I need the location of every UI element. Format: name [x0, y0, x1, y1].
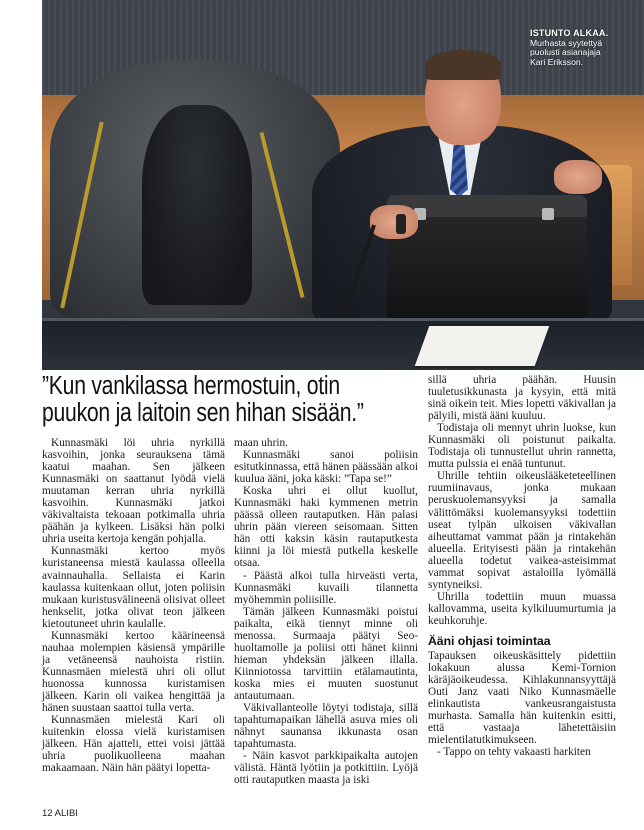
headline-line: ”Kun vankilassa hermostuin, otin [42, 372, 340, 400]
headline-line: puukon ja laitoin sen hihan sisään.” [42, 399, 364, 427]
defendant-face-covered [142, 105, 252, 305]
paragraph: sillä uhria päähän. Huusin tuuletusikkunasta ja kysyin, että mitä sinä oikein teit. Mies lopetti väkivallan ja pälyili, mistä ääni kuuluu. [428, 374, 616, 423]
caption-line: Kari Eriksson. [530, 56, 584, 67]
caption-line: puolusti asianajaja [530, 47, 601, 58]
paragraph: - Päästä alkoi tulla hirveästi verta, Kunnasmäki kuvaili tilannetta myöhemmin poliisille. [234, 569, 418, 606]
paragraph: Kunnasmäki löi uhria nyrkillä kasvoihin, jonka seurauksena tämä kaatui maahan. Sen jälkeen Kunnasmäki on saattanut lyödä vielä muutaman kerran uhria nyrkillä kasvoihin. Kunnasmäki jatkoi väkivaltaista tekoaan potkimalla uhria päähän ja kylkeen. Lisäksi hän polki uhria useita kertoja kengän pohjalla. [42, 437, 225, 546]
paragraph: Tämän jälkeen Kunnasmäki poistui paikalta, eikä tiennyt minne oli menossa. Surmaaja päätyi Seo-huoltamolle ja poliisi otti hänet kiinni hieman yhdeksän jälkeen illalla. Kiinniotossa tarvittiin etälamautinta, koska mies ei muuten suostunut antautumaan. [234, 605, 418, 702]
desk-edge [42, 318, 644, 321]
page-folio: 12 ALIBI [42, 808, 78, 819]
courtroom-photo [42, 0, 644, 370]
caption-line: Murhasta syytettyä [530, 37, 603, 48]
paragraph: Kunnasmäki sanoi poliisin esitutkinnassa, että hänen päässään alkoi kuulua ääni, joka käski: ”Tapa se!” [234, 449, 418, 486]
paper-sheet [415, 326, 550, 366]
article-column-1 [42, 437, 225, 774]
paragraph: Kunnasmäki kertoo myös kuristaneensa miestä kaulassa olleella avainnauhalla. Sellaista ei Karin kaulassa kuitenkaan ollut, joten poliisin mukaan kuristusvälineenä olisivat olleet henkselit, jotka olivat teon jälkeen kietoutuneet uhrin kaulalle. [42, 545, 225, 630]
paragraph: Kunnasmäki kertoo käärineensä nauhaa molempien käsiensä ympärille ja vetäneensä nauhoista ristiin. Kunnasmäen mielestä uhri oli ollut huonossa kunnossa kuristamisen jälkeen. Karin oli vaikea hengittää ja hänen suustaan saattoi tulla verta. [42, 629, 225, 715]
lawyer-hand [554, 160, 602, 194]
lawyer-hair [425, 50, 501, 80]
pull-quote-headline [42, 373, 412, 427]
section-subheading: Ääni ohjasi toimintaa [428, 633, 551, 648]
article-column-2 [234, 437, 418, 786]
paragraph: - Näin kasvot parkkipaikalta autojen välistä. Häntä lyötiin ja potkittiin. Lyöjä otti rautaputken maasta ja iski [234, 750, 418, 787]
paragraph: - Tappo on tehty vakaasti harkiten [437, 746, 591, 759]
paragraph: Todistaja oli mennyt uhrin luokse, kun Kunnasmäki oli poistunut paikalta. Todistaja oli tunnustellut uhrin rannetta, mutta pulssia ei enää tuntunut. [428, 422, 616, 471]
briefcase-clasp [542, 208, 554, 220]
paragraph: Uhrilla todettiin muun muassa kallovamma, useita kylkiluumurtumia ja keuhkoruhje. [428, 590, 616, 627]
photo-caption [530, 29, 644, 67]
paragraph: Tapauksen oikeuskäsittely pidettiin lokakuun alussa Kemi-Tornion käräjäoikeudessa. Kihlakunnansyyttäjä Outi Janz vaati Niko Kunnasmäelle elinkautista vankeusrangaistusta murhasta. Samalla hän kuitenkin esitti, että vastaaja lähetettäisiin mielentilatutkimukseen. [428, 649, 616, 747]
caption-title: ISTUNTO ALKAA. [530, 28, 609, 38]
paragraph: maan uhrin. [234, 437, 288, 449]
courtroom-desk [42, 318, 644, 370]
paragraph: Uhrille tehtiin oikeuslääketeteellinen ruumiinavaus, jonka mukaan peruskuolemansyyksi ja samalla välittömäksi kuolemansyyksi todettiin useat tylpän ulkoisen väkivallan aiheuttamat vammat pään ja rintakehän alueella. Erityisesti pään ja rintakehän alueella todetut vaikea-asteisimmat vammat sopivat astaloilla lyömällä syntyneiksi. [428, 470, 616, 591]
article-column-3 [428, 374, 616, 758]
paragraph: Väkivallanteolle löytyi todistaja, sillä tapahtumapaikan lähellä asuva mies oli nähnyt saunansa ikkunasta osan tapahtumasta. [234, 702, 418, 751]
lawyer-hand [370, 205, 418, 239]
paragraph: Koska uhri ei ollut kuollut, Kunnasmäki haki kymmenen metrin päässä olleen rautaputken. Hän palasi uhrin pään viereen seisomaan. Sitten hän otti kaksin käsin rautaputkesta kiinni ja löi miestä putkella keskelle otsaa. [234, 485, 418, 570]
microphone-icon [396, 214, 406, 234]
paragraph: Kunnasmäen mielestä Kari oli kuitenkin elossa vielä kuristamisen jälkeen. Hän ajatteli, ettei voisi jättää uhria puolikuolleena maahan makaamaan. Näin hän päätyi lopetta- [42, 714, 225, 775]
